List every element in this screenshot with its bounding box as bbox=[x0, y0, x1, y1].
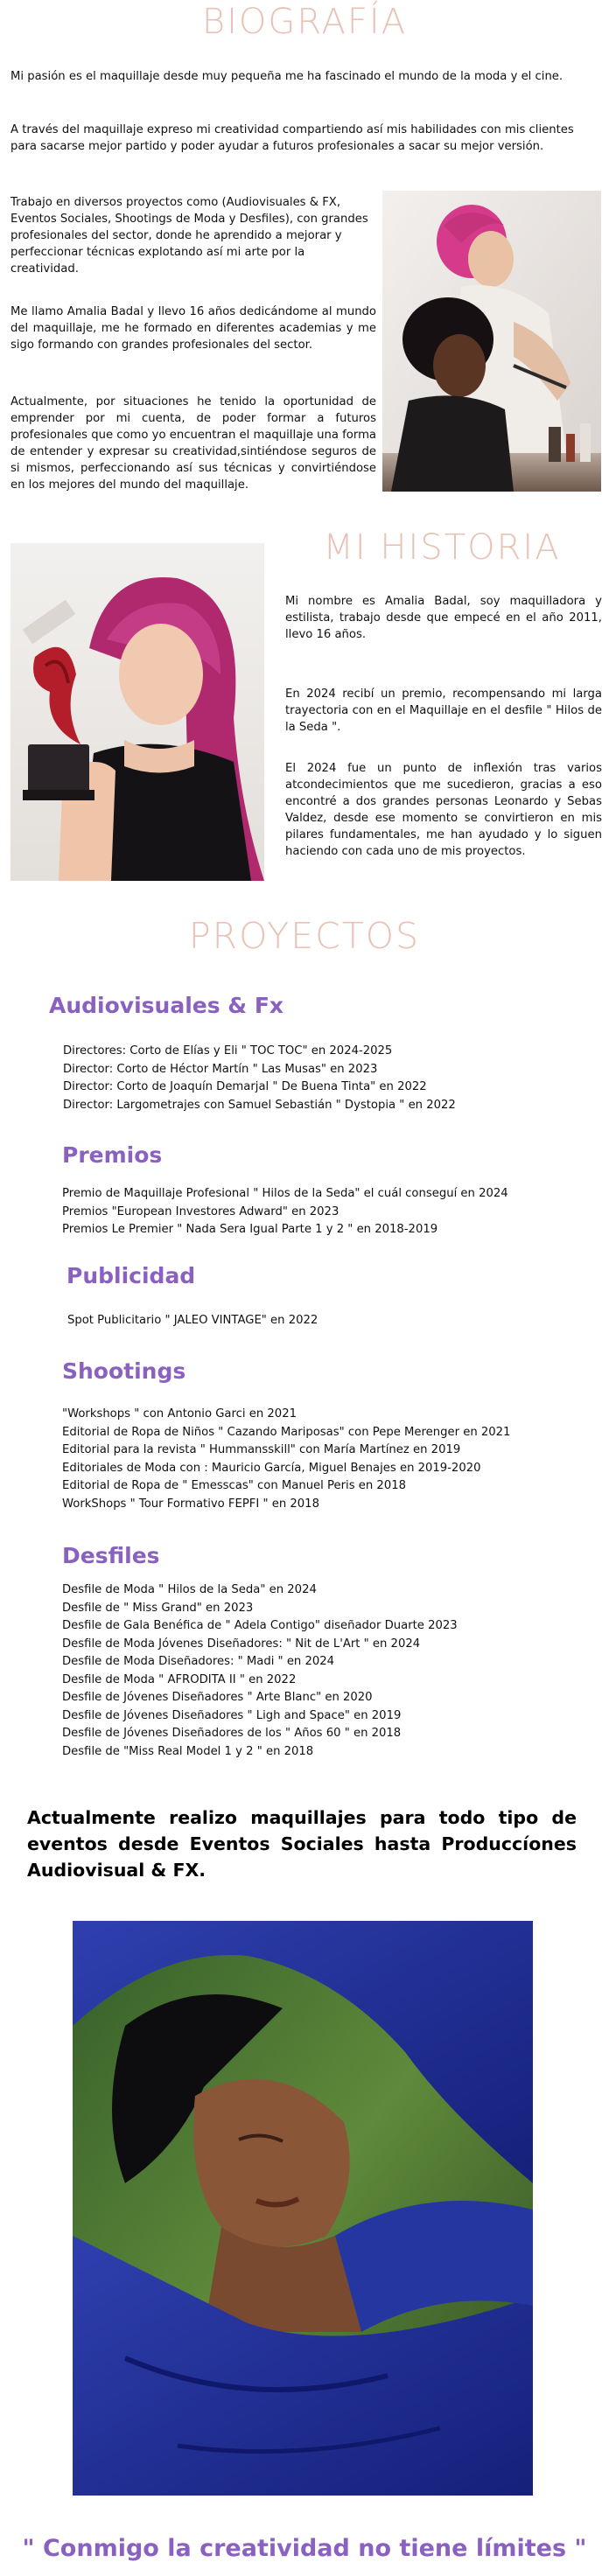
historia-paragraph-1: Mi nombre es Amalia Badal, soy maquilladora y estilista, trabajo desde que empecé en el año 2011, llevo 16 años. bbox=[285, 595, 602, 641]
list-item: WorkShops " Tour Formativo FEPFI " en 2018 bbox=[62, 1497, 319, 1511]
list-item: Premios Le Premier " Nada Sera Igual Parte 1 y 2 " en 2018-2019 bbox=[62, 1223, 438, 1236]
list-item: Desfile de Jóvenes Diseñadores " Ligh and Space" en 2019 bbox=[62, 1708, 402, 1722]
list-item: Director: Corto de Joaquín Demarjal " De Buena Tinta" en 2022 bbox=[63, 1080, 427, 1093]
biografia-title: BIOGRAFÍA bbox=[201, 2, 408, 42]
publicidad-heading: Publicidad bbox=[66, 1263, 196, 1288]
biografia-paragraph-5: Actualmente, por situaciones he tenido la oportunidad de emprender por mi cuenta, de poder formar a futuros profesionales que como yo encuentran el maquillaje una forma de entender y expresar su creatividad,sintiéndose seguros de si mismos, perfeccionando así sus técnicas y convirtiéndose en los mejores del mundo del maquillaje. bbox=[10, 395, 376, 492]
premios-list bbox=[62, 1185, 508, 1239]
biografia-paragraph-1: Mi pasión es el maquillaje desde muy pequeña me ha fascinado el mundo de la moda y el cine. bbox=[10, 70, 564, 83]
publicidad-list bbox=[67, 1312, 318, 1330]
list-item: Directores: Corto de Elías y Eli " TOC TOC" en 2024-2025 bbox=[63, 1044, 393, 1058]
shootings-list bbox=[62, 1406, 510, 1513]
list-item: Editorial de Ropa de Niños " Cazando Mariposas" con Pepe Merenger en 2021 bbox=[62, 1425, 511, 1439]
list-item: Desfile de Gala Benéfica de " Adela Contigo" diseñador Duarte 2023 bbox=[62, 1619, 458, 1632]
makeup-session-photo bbox=[382, 191, 601, 492]
list-item: Desfile de "Miss Real Model 1 y 2 " en 2018 bbox=[62, 1744, 314, 1758]
list-item: Director: Largometrajes con Samuel Sebastián " Dystopia " en 2022 bbox=[63, 1098, 456, 1112]
list-item: Editoriales de Moda con : Mauricio García, Miguel Benajes en 2019-2020 bbox=[62, 1461, 481, 1475]
list-item: Desfile de Moda " Hilos de la Seda" en 2024 bbox=[62, 1583, 317, 1596]
biografia-paragraph-2: A través del maquillaje expreso mi creatividad compartiendo así mis habilidades con mis clientes para sacarse mejor partido y poder ayudar a futuros profesionales a sacar su mejor versión. bbox=[10, 123, 574, 153]
desfiles-list bbox=[62, 1581, 458, 1761]
list-item: Desfile de Moda Jóvenes Diseñadores: " Nit de L'Art " en 2024 bbox=[62, 1637, 421, 1651]
list-item: Director: Corto de Héctor Martín " Las Musas" en 2023 bbox=[63, 1062, 378, 1076]
list-item: Premios "European Investores Adward" en 2023 bbox=[62, 1204, 340, 1218]
audiovisuales-list bbox=[63, 1043, 456, 1114]
list-item: Premio de Maquillaje Profesional " Hilos de la Seda" el cuál conseguí en 2024 bbox=[62, 1187, 508, 1200]
list-item: Spot Publicitario " JALEO VINTAGE" en 2022 bbox=[67, 1314, 318, 1327]
historia-paragraph-3: El 2024 fue un punto de inflexión tras varios atcondecimientos que me sucedieron, gracias a eso encontré a dos grandes personas Leonardo y Sebas Valdez, desde ese momento se convirtieron en mis pilares fundamentales, me han ayudado y lo siguen haciendo con cada uno de mis proyectos. bbox=[285, 762, 602, 858]
proyectos-title: PROYECTOS bbox=[188, 915, 421, 957]
historia-paragraph-2: En 2024 recibí un premio, recompensando mi larga trayectoria con en el Maquillaje en el desfile " Hilos de la Seda ". bbox=[285, 688, 602, 734]
list-item: Desfile de Moda Diseñadores: " Madi " en 2024 bbox=[62, 1655, 335, 1668]
historia-title: MI HISTORIA bbox=[323, 527, 561, 568]
list-item: Desfile de Moda " AFRODITA II " en 2022 bbox=[62, 1672, 297, 1686]
list-item: "Workshops " con Antonio Garci en 2021 bbox=[62, 1407, 297, 1421]
desfiles-heading: Desfiles bbox=[62, 1543, 160, 1568]
services-statement: Actualmente realizo maquillajes para todo tipo de eventos desde Eventos Sociales hasta Produccíones Audiovisual & FX. bbox=[27, 1807, 577, 1881]
list-item: Editorial de Ropa de " Emesscas" con Manuel Peris en 2018 bbox=[62, 1479, 406, 1492]
award-portrait-photo bbox=[10, 543, 264, 881]
premios-heading: Premios bbox=[62, 1142, 163, 1168]
list-item: Editorial para la revista " Hummansskill" con María Martínez en 2019 bbox=[62, 1443, 461, 1456]
biografia-paragraph-4: Me llamo Amalia Badal y llevo 16 años dedicándome al mundo del maquillaje, me he formado en diferentes academias y me sigo formando con grandes profesionales del sector. bbox=[10, 305, 376, 352]
closing-quote: " Conmigo la creatividad no tiene límites " bbox=[22, 2535, 587, 2562]
model-blue-photo bbox=[73, 1921, 533, 2496]
audiovisuales-heading: Audiovisuales & Fx bbox=[49, 993, 284, 1018]
list-item: Desfile de Jóvenes Diseñadores de los " Años 60 " en 2018 bbox=[62, 1727, 402, 1740]
biografia-paragraph-3: Trabajo en diversos proyectos como (Audiovisuales & FX, Eventos Sociales, Shootings de Moda y Desfiles), con grandes profesionales del sector, donde he aprendido a mejorar y perfeccionar técnicas explotando así mi arte por la creatividad. bbox=[10, 196, 368, 276]
list-item: Desfile de Jóvenes Diseñadores " Arte Blanc" en 2020 bbox=[62, 1691, 373, 1704]
list-item: Desfile de " Miss Grand" en 2023 bbox=[62, 1601, 254, 1615]
shootings-heading: Shootings bbox=[62, 1358, 186, 1384]
